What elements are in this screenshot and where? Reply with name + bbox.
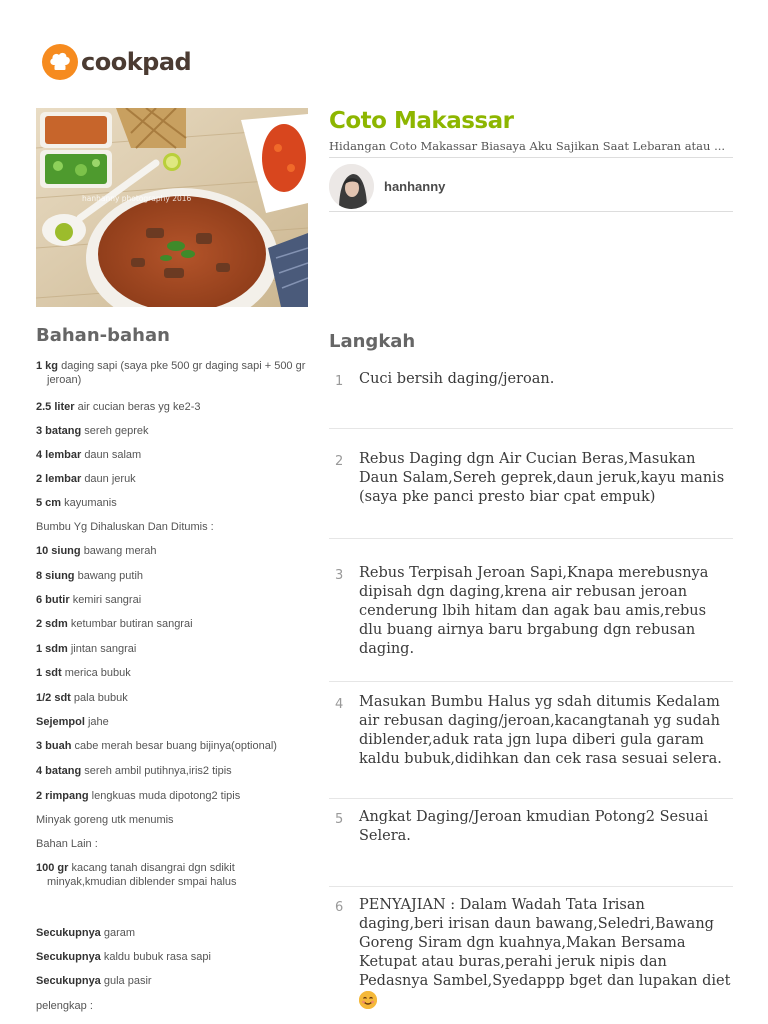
ingredient-item xyxy=(36,739,306,753)
step-item xyxy=(329,440,733,539)
ingredient-quantity: 5 cm xyxy=(36,497,62,509)
ingredient-name: kemiri sangrai xyxy=(72,594,142,606)
ingredient-item xyxy=(36,837,306,851)
ingredient-quantity: 3 buah xyxy=(36,740,72,752)
ingredient-name: sereh geprek xyxy=(84,425,149,437)
ingredient-item xyxy=(36,448,306,462)
ingredient-quantity: 1 sdm xyxy=(36,643,68,655)
ingredient-name-continued: jeroan) xyxy=(47,374,82,386)
ingredient-name: cabe merah besar buang bijinya(optional) xyxy=(74,740,277,752)
ingredient-item xyxy=(36,472,306,486)
ingredient-quantity: 2 rimpang xyxy=(36,790,89,802)
step-number: 5 xyxy=(335,812,344,827)
step-item xyxy=(329,554,733,682)
step-number: 1 xyxy=(335,374,344,389)
step-item xyxy=(329,683,733,799)
ingredient-quantity: 3 batang xyxy=(36,425,82,437)
ingredient-name: garam xyxy=(103,927,136,939)
step-number: 4 xyxy=(335,697,344,712)
ingredient-item xyxy=(36,926,306,940)
ingredient-item xyxy=(36,642,306,656)
recipe-title: Coto Makassar xyxy=(329,108,514,134)
step-item xyxy=(329,360,733,429)
ingredient-name: jahe xyxy=(87,716,109,728)
brand-name: cookpad xyxy=(81,48,192,76)
ingredient-name: merica bubuk xyxy=(64,667,131,679)
ingredient-quantity: 1 sdt xyxy=(36,667,62,679)
ingredient-item xyxy=(36,496,306,510)
recipe-subtitle: Hidangan Coto Makassar Biasaya Aku Sajikan Saat Lebaran atau ... xyxy=(329,139,726,153)
ingredient-name: Minyak goreng utk menumis xyxy=(36,814,174,826)
step-text: Rebus Daging dgn Air Cucian Beras,Masukan Daun Salam,Sereh geprek,daun jeruk,kayu manis (saya pke panci presto biar cpat empuk) xyxy=(359,451,725,505)
ingredient-item xyxy=(36,764,306,778)
ingredient-name: pala bubuk xyxy=(73,692,128,704)
ingredient-item xyxy=(36,861,306,889)
ingredient-item xyxy=(36,593,306,607)
step-text: Cuci bersih daging/jeroan. xyxy=(359,371,555,387)
ingredient-name: kayumanis xyxy=(64,497,117,509)
ingredient-name: daun jeruk xyxy=(84,473,136,485)
ingredient-name: Bumbu Yg Dihaluskan Dan Ditumis : xyxy=(36,521,214,533)
step-text: Masukan Bumbu Halus yg sdah ditumis Kedalam air rebusan daging/jeroan,kacangtanah yg sudah diblender,aduk rata jgn lupa diberi gula garam kaldu bubuk,didihkan dan cek rasa sesuai selera. xyxy=(359,694,722,767)
photo-watermark: hanhanny photography 2016 xyxy=(82,194,192,203)
ingredient-quantity: 4 batang xyxy=(36,765,82,777)
ingredient-quantity: 6 butir xyxy=(36,594,70,606)
ingredient-quantity: Sejempol xyxy=(36,716,85,728)
smiling-face-icon xyxy=(359,991,377,1009)
ingredient-name: gula pasir xyxy=(103,975,152,987)
ingredient-name: kaldu bubuk rasa sapi xyxy=(103,951,211,963)
step-text: PENYAJIAN : Dalam Wadah Tata Irisan daging,beri irisan daun bawang,Seledri,Bawang Goreng Siram dgn kuahnya,Makan Bersama Ketupat atau buras,perahi jeruk nipis dan Pedasnya Sambel,Syedappp bget dan lupakan diet xyxy=(359,897,731,989)
author-avatar[interactable] xyxy=(329,164,374,209)
ingredient-name: air cucian beras yg ke2-3 xyxy=(77,401,201,413)
ingredient-quantity: 2 lembar xyxy=(36,473,82,485)
ingredient-item xyxy=(36,789,306,803)
step-number: 6 xyxy=(335,900,344,915)
ingredient-name: jintan sangrai xyxy=(70,643,137,655)
ingredient-item xyxy=(36,999,306,1013)
ingredient-item xyxy=(36,715,306,729)
ingredient-name: kacang tanah disangrai dgn sdikit xyxy=(71,862,235,874)
ingredient-item xyxy=(36,666,306,680)
steps-heading: Langkah xyxy=(329,331,416,352)
ingredient-item xyxy=(36,424,306,438)
ingredient-quantity: 1/2 sdt xyxy=(36,692,71,704)
ingredient-item xyxy=(36,691,306,705)
ingredient-name: daun salam xyxy=(84,449,142,461)
ingredient-name: sereh ambil putihnya,iris2 tipis xyxy=(84,765,232,777)
ingredient-name: bawang merah xyxy=(83,545,157,557)
step-number: 2 xyxy=(335,454,344,469)
ingredient-name: bawang putih xyxy=(77,570,144,582)
ingredient-quantity: 2.5 liter xyxy=(36,401,75,413)
author-name[interactable]: hanhanny xyxy=(384,179,446,194)
ingredient-name-continued: minyak,kmudian diblender smpai halus xyxy=(47,876,237,888)
ingredient-name: Bahan Lain : xyxy=(36,838,98,850)
ingredient-name: pelengkap : xyxy=(36,1000,93,1012)
ingredient-item xyxy=(36,400,306,414)
ingredient-name: lengkuas muda dipotong2 tipis xyxy=(91,790,241,802)
step-number: 3 xyxy=(335,568,344,583)
ingredient-quantity: 4 lembar xyxy=(36,449,82,461)
step-item xyxy=(329,798,733,887)
ingredient-item xyxy=(36,950,306,964)
ingredient-item xyxy=(36,569,306,583)
cookpad-logo[interactable] xyxy=(42,44,191,80)
ingredient-quantity: 8 siung xyxy=(36,570,75,582)
recipe-photo xyxy=(36,108,308,307)
ingredient-quantity: Secukupnya xyxy=(36,927,101,939)
ingredient-quantity: Secukupnya xyxy=(36,975,101,987)
divider xyxy=(329,157,733,158)
step-text: Rebus Terpisah Jeroan Sapi,Knapa merebusnya dipisah dgn daging,krena air rebusan jeroan cenderung lbih hitam dan agak bau amis,rebus dlu buang airnya baru brgabung dgn rebusan daging. xyxy=(359,565,709,657)
ingredient-quantity: 100 gr xyxy=(36,862,69,874)
ingredient-quantity: 1 kg xyxy=(36,360,59,372)
ingredient-quantity: 10 siung xyxy=(36,545,81,557)
chef-hat-icon xyxy=(42,44,78,80)
step-item xyxy=(329,886,733,990)
ingredient-item xyxy=(36,520,306,534)
ingredients-heading: Bahan-bahan xyxy=(36,325,170,346)
ingredient-item xyxy=(36,617,306,631)
ingredient-name: daging sapi (saya pke 500 gr daging sapi + 500 gr xyxy=(61,360,306,372)
ingredient-item xyxy=(36,359,306,387)
ingredient-item xyxy=(36,544,306,558)
divider xyxy=(329,211,733,212)
ingredient-item xyxy=(36,974,306,988)
ingredient-quantity: 2 sdm xyxy=(36,618,68,630)
ingredient-name: ketumbar butiran sangrai xyxy=(70,618,193,630)
ingredient-quantity: Secukupnya xyxy=(36,951,101,963)
step-text: Angkat Daging/Jeroan kmudian Potong2 Sesuai Selera. xyxy=(359,809,709,844)
ingredient-item xyxy=(36,813,306,827)
